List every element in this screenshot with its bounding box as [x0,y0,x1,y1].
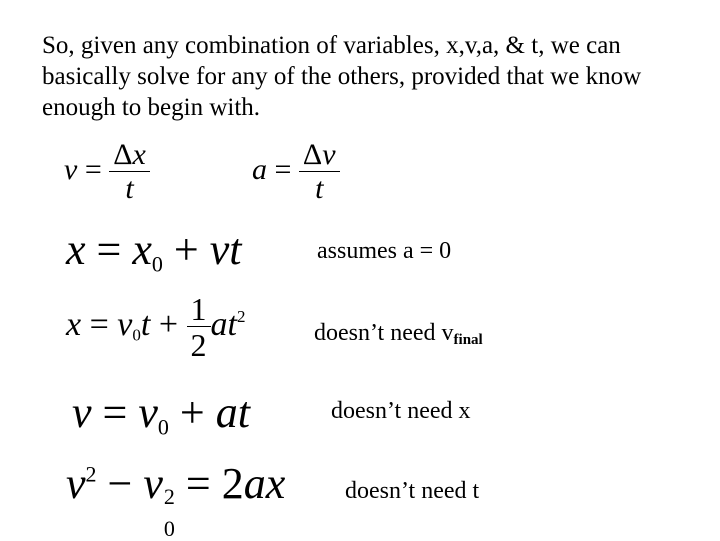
note-no-vfinal [314,320,483,349]
note-assumes-a-zero: assumes a = 0 [317,238,452,264]
note-no-vfinal-text: doesn’t need v [314,320,454,346]
intro-paragraph: So, given any combination of variables, x,v,a, & t, we can basically solve for any of the others, provided that we know enough to begin with. [42,32,642,121]
note-no-t: doesn’t need t [345,478,480,504]
equation-velocity-definition: v = $\frac{\Delta x}{t}$ [64,140,150,204]
note-no-x: doesn’t need x [331,398,471,424]
equation-position-kinematic: $x = v_0t$ + $\frac{1}{2}$ $at^2$ [66,291,246,363]
equation-position-constant-velocity: $x = x_0$ + vt [66,225,242,277]
equation-velocity-kinematic: $v = v_0$ + at [72,388,250,440]
equation-velocity-squared: $v^2 - v$ 2 0 = 2ax [66,459,286,541]
equation-acceleration-definition: a = $\frac{\Delta v}{t}$ [252,140,340,204]
note-no-vfinal-subscript: final [453,332,483,348]
